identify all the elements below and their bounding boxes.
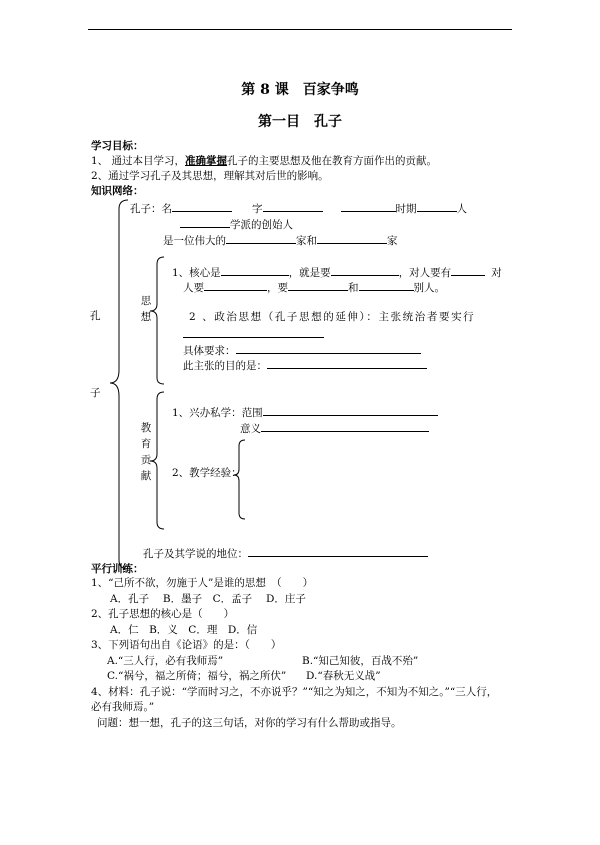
politics-blank[interactable] (183, 337, 324, 338)
bio-school-blank[interactable] (180, 216, 230, 228)
education-label-char-3: 贡 (140, 454, 152, 466)
requirements-label: 具体要求： (183, 345, 236, 357)
bio-founder-label: 学派的创始人 (230, 219, 293, 231)
thought-requirements-line (183, 342, 421, 358)
line2-blank-2[interactable] (288, 279, 348, 291)
question-2: 2、孔子思想的核心是（ ） (91, 608, 235, 620)
big-label-kong: 孔 (90, 310, 101, 322)
meaning-blank[interactable] (261, 420, 429, 432)
core-to: 对 (491, 267, 502, 279)
core-blank-3[interactable] (451, 264, 485, 276)
question-3-option-d: D.“春秋无义战” (306, 670, 381, 682)
goal-1-emphasis: 准确掌握 (185, 155, 228, 167)
line2-blank-1[interactable] (204, 279, 267, 291)
status-line (143, 545, 428, 561)
question-4-prompt: 问题：想一想，孔子的这三句话，对你的学习有什么帮助或指导。 (97, 717, 402, 729)
thought-label-char-2: 想 (140, 311, 152, 323)
scope-label: 范围 (241, 407, 263, 419)
goal-1-prefix: 1、 通过本目学习， (91, 155, 186, 167)
question-1: 1、“己所不欲，勿施于人”是谁的思想 （ ） (91, 577, 314, 589)
education-label-char-4: 献 (140, 470, 152, 482)
bio-great-blank-1[interactable] (226, 232, 296, 244)
status-label: 孔子及其学说的地位： (143, 548, 248, 560)
core-mid: ，就是要 (288, 267, 331, 279)
thought-core-line-1 (172, 264, 502, 280)
thought-politics: 2 、政治思想（孔子思想的延伸）：主张统治者要实行 (189, 311, 476, 323)
bio-and-label: 家和 (296, 235, 317, 247)
thought-purpose-line (183, 357, 427, 373)
thought-label (139, 293, 153, 325)
line2-start: 人要 (183, 282, 204, 294)
bio-line-3 (163, 232, 398, 248)
meaning-label: 意义 (240, 423, 261, 435)
line2-comma: ，要 (267, 282, 288, 294)
purpose-label: 此主张的目的是： (183, 360, 267, 372)
core-prefix: 1、核心是 (172, 267, 221, 279)
bio-name-label: 孔子：名 (130, 203, 172, 215)
school-label: 1、兴办私学： (172, 407, 242, 419)
core-blank-2[interactable] (331, 264, 399, 276)
education-label-char-1: 教 (140, 422, 152, 434)
bio-jia-label: 家 (387, 235, 398, 247)
bio-place-blank[interactable] (417, 200, 457, 212)
big-label-zi: 子 (90, 387, 101, 399)
question-3: 3、下列语句出自《论语》的是：（ ） (91, 639, 282, 651)
bio-line-1 (130, 200, 467, 216)
question-1-options: A．孔子 B．墨子 C．孟子 D．庄子 (110, 593, 306, 605)
bio-line-2 (180, 216, 293, 232)
question-4-line-2: 必有我师焉。” (91, 701, 155, 713)
education-label-char-2: 育 (140, 438, 152, 450)
line2-blank-3[interactable] (359, 279, 414, 291)
outer-brace (110, 200, 128, 569)
core-people: ，对人要有 (398, 267, 452, 279)
bio-great-label: 是一位伟大的 (163, 235, 226, 247)
scope-blank[interactable] (263, 404, 438, 416)
question-3-option-a: A.“三人行，必有我师焉” (107, 655, 224, 667)
bio-period-blank[interactable] (341, 200, 396, 212)
bio-person-label: 人 (456, 203, 467, 215)
section-title: 第一目 孔子 (258, 114, 342, 130)
line2-and: 和 (348, 282, 359, 294)
goals-heading: 学习目标： (91, 140, 144, 152)
education-experience: 2、教学经验： (172, 467, 242, 479)
education-meaning-line (240, 420, 429, 436)
status-blank[interactable] (248, 545, 428, 557)
question-3-option-c: C.“祸兮，福之所倚；福兮，祸之所伏” (107, 670, 287, 682)
lesson-title: 第 8 课 百家争鸣 (241, 82, 359, 98)
bio-zi-label: 字 (252, 203, 263, 215)
question-4-line-1: 4、材料：孔子说：“学而时习之，不亦说乎？”“知之为知之，不知为不知之。”“三人行， (91, 686, 498, 698)
bio-great-blank-2[interactable] (317, 232, 387, 244)
goal-1-suffix: 孔子的主要思想及他在教育方面作出的贡献。 (227, 155, 438, 167)
bio-name-blank[interactable] (172, 200, 232, 212)
purpose-blank[interactable] (267, 357, 427, 369)
line2-end: 别人。 (413, 282, 445, 294)
goal-item-2: 2、通过学习孔子及其思想，理解其对后世的影响。 (91, 170, 329, 182)
thought-core-line-2 (183, 279, 445, 295)
network-heading: 知识网络： (91, 185, 144, 197)
thought-label-char-1: 思 (140, 295, 152, 307)
requirements-blank[interactable] (236, 342, 421, 354)
question-3-option-b: B.“知己知彼，百战不殆” (302, 655, 419, 667)
bio-period-label: 时期 (395, 203, 417, 215)
education-school-line (172, 404, 438, 420)
practice-heading: 平行训练： (91, 563, 144, 575)
question-2-options: A．仁 B．义 C．理 D．信 (110, 624, 258, 636)
bio-zi-blank[interactable] (263, 200, 323, 212)
education-label (139, 420, 153, 484)
core-blank-1[interactable] (221, 264, 289, 276)
